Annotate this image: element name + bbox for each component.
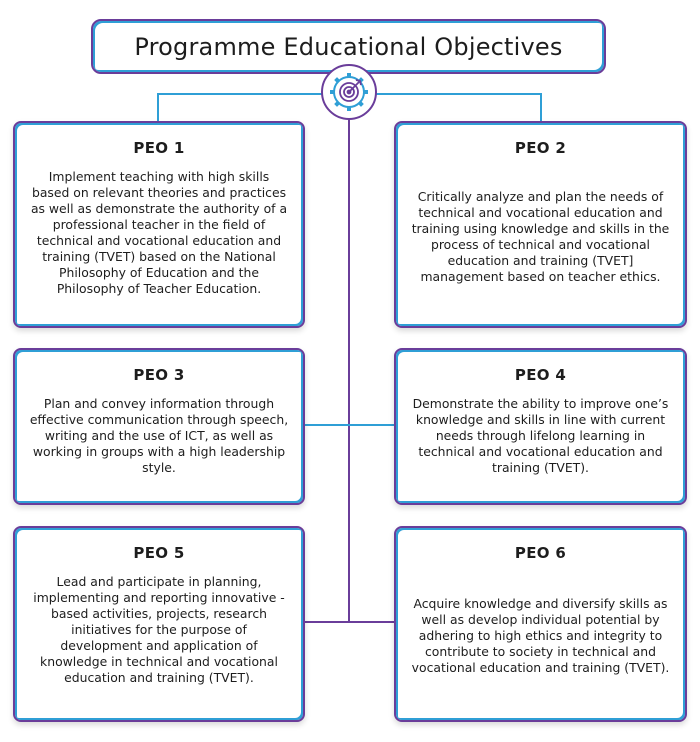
- peo-card-5: [13, 526, 305, 722]
- peo-6-text: Acquire knowledge and diversify skills as well as develop individual potential by adhering to high ethics and integrity to contribute to society in technical and vocational education and training (TVET).: [411, 596, 670, 675]
- peo-1-text: Implement teaching with high skills based on relevant theories and practices as well as demonstrate the authority of a professional teacher in the field of technical and vocational education and training (TVET) based on the National Philosophy of Education and the Philosophy of Teacher Education.: [30, 169, 288, 296]
- peo-card-2: [394, 121, 687, 328]
- page-title: Programme Educational Objectives: [134, 32, 563, 61]
- peo-3-title: PEO 3: [133, 366, 185, 384]
- peo-2-text: Critically analyze and plan the needs of technical and vocational education and training using knowledge and skills in the process of technical and vocational education and training (TVET] management based on teacher ethics.: [411, 188, 670, 284]
- peo-card-1: [13, 121, 305, 328]
- peo-card-4: [394, 348, 687, 505]
- peo-5-title: PEO 5: [133, 544, 185, 562]
- peo-card-3: [13, 348, 305, 505]
- peo-6-title: PEO 6: [514, 544, 567, 562]
- gear-target-icon: [320, 63, 378, 121]
- peo-4-text: Demonstrate the ability to improve one’s knowledge and skills in line with current needs through lifelong learning in technical and vocational education and training (TVET).: [412, 396, 669, 475]
- peo-5-text: Lead and participate in planning, implementing and reporting innovative -based activities, projects, research initiatives for the purpose of development and application of knowledge in technical and vocational education and training (TVET).: [33, 574, 285, 685]
- peo-3-text: Plan and convey information through effective communication through speech, writing and the use of ICT, as well as working in groups with a high leadership style.: [29, 396, 289, 475]
- peo-card-6: [394, 526, 687, 722]
- peo-1-title: PEO 1: [133, 139, 185, 157]
- peo-2-title: PEO 2: [514, 139, 567, 157]
- peo-4-title: PEO 4: [514, 366, 567, 384]
